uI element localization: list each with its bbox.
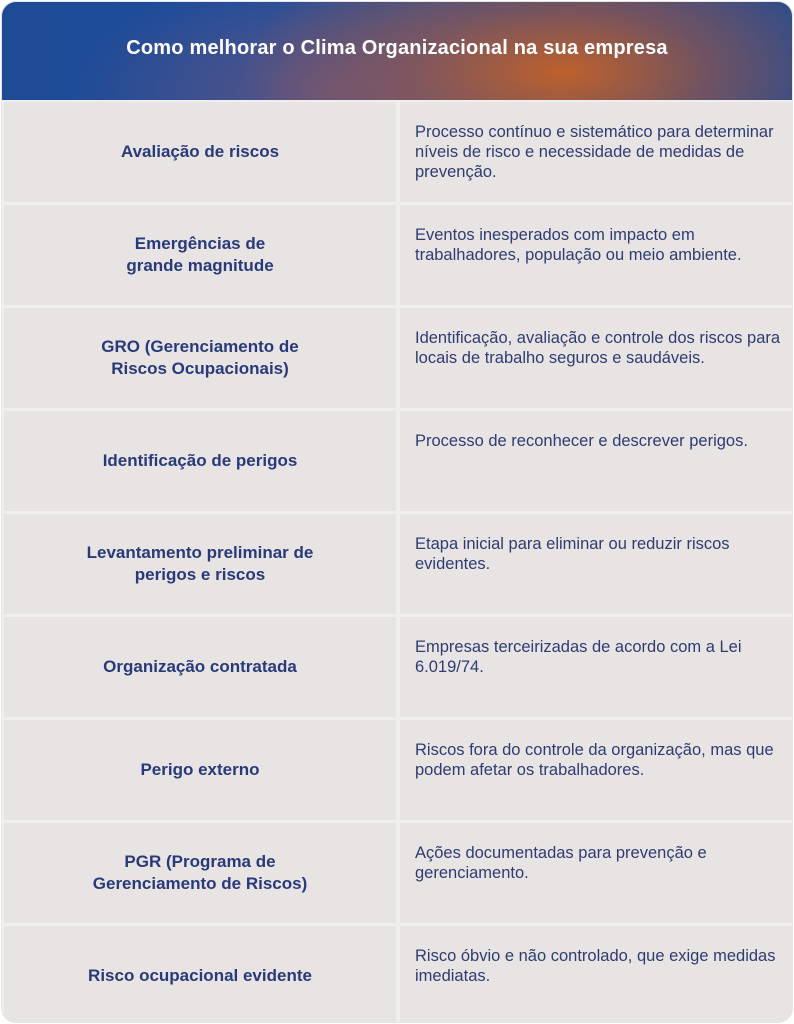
term-label: Perigo externo: [140, 760, 260, 779]
table-row: [2, 720, 792, 820]
description-cell: [400, 102, 792, 202]
table-row: [2, 102, 792, 202]
term-label: Risco ocupacional evidente: [88, 966, 312, 985]
term-label: PGR (Programa de Gerenciamento de Riscos): [92, 852, 308, 893]
term-cell: [4, 205, 396, 305]
description-cell: [400, 205, 792, 305]
description-cell: [400, 926, 792, 1022]
table-row: [2, 617, 792, 717]
term-cell: [4, 720, 396, 820]
term-cell: [4, 823, 396, 923]
term-label: Avaliação de riscos: [120, 142, 280, 161]
description-cell: [400, 411, 792, 511]
infographic-card: [2, 2, 792, 1022]
term-cell: [4, 102, 396, 202]
term-description: Empresas terceirizadas de acordo com a Lei 6.019/74.: [415, 638, 742, 676]
table-row: [2, 308, 792, 408]
term-label: Organização contratada: [103, 657, 297, 676]
table-row: [2, 205, 792, 305]
description-cell: [400, 514, 792, 614]
term-description: Eventos inesperados com impacto em trabalhadores, população ou meio ambiente.: [415, 226, 742, 264]
description-cell: [400, 720, 792, 820]
description-cell: [400, 823, 792, 923]
term-description: Processo contínuo e sistemático para determinar níveis de risco e necessidade de medidas de prevenção.: [415, 123, 774, 181]
term-cell: [4, 617, 396, 717]
table-row: [2, 411, 792, 511]
term-label: Emergências de grande magnitude: [126, 234, 274, 275]
page-title: Como melhorar o Clima Organizacional na sua empresa: [126, 37, 668, 59]
table-row: [2, 823, 792, 923]
term-cell: [4, 411, 396, 511]
term-description: Processo de reconhecer e descrever perigos.: [415, 432, 748, 450]
term-cell: [4, 926, 396, 1022]
table-row: [2, 514, 792, 614]
term-label: Levantamento preliminar de perigos e riscos: [86, 543, 314, 584]
description-cell: [400, 617, 792, 717]
term-cell: [4, 514, 396, 614]
term-cell: [4, 308, 396, 408]
term-description: Identificação, avaliação e controle dos riscos para locais de trabalho seguros e saudáveis.: [415, 329, 781, 367]
term-description: Ações documentadas para prevenção e gerenciamento.: [415, 844, 707, 882]
term-label: GRO (Gerenciamento de Riscos Ocupacionais): [101, 337, 299, 378]
term-description: Riscos fora do controle da organização, mas que podem afetar os trabalhadores.: [415, 741, 774, 779]
term-description: Etapa inicial para eliminar ou reduzir riscos evidentes.: [415, 535, 730, 573]
header-banner: [2, 2, 792, 100]
term-label: Identificação de perigos: [102, 451, 298, 470]
term-description: Risco óbvio e não controlado, que exige medidas imediatas.: [415, 947, 776, 985]
description-cell: [400, 308, 792, 408]
table-row: [2, 926, 792, 1022]
